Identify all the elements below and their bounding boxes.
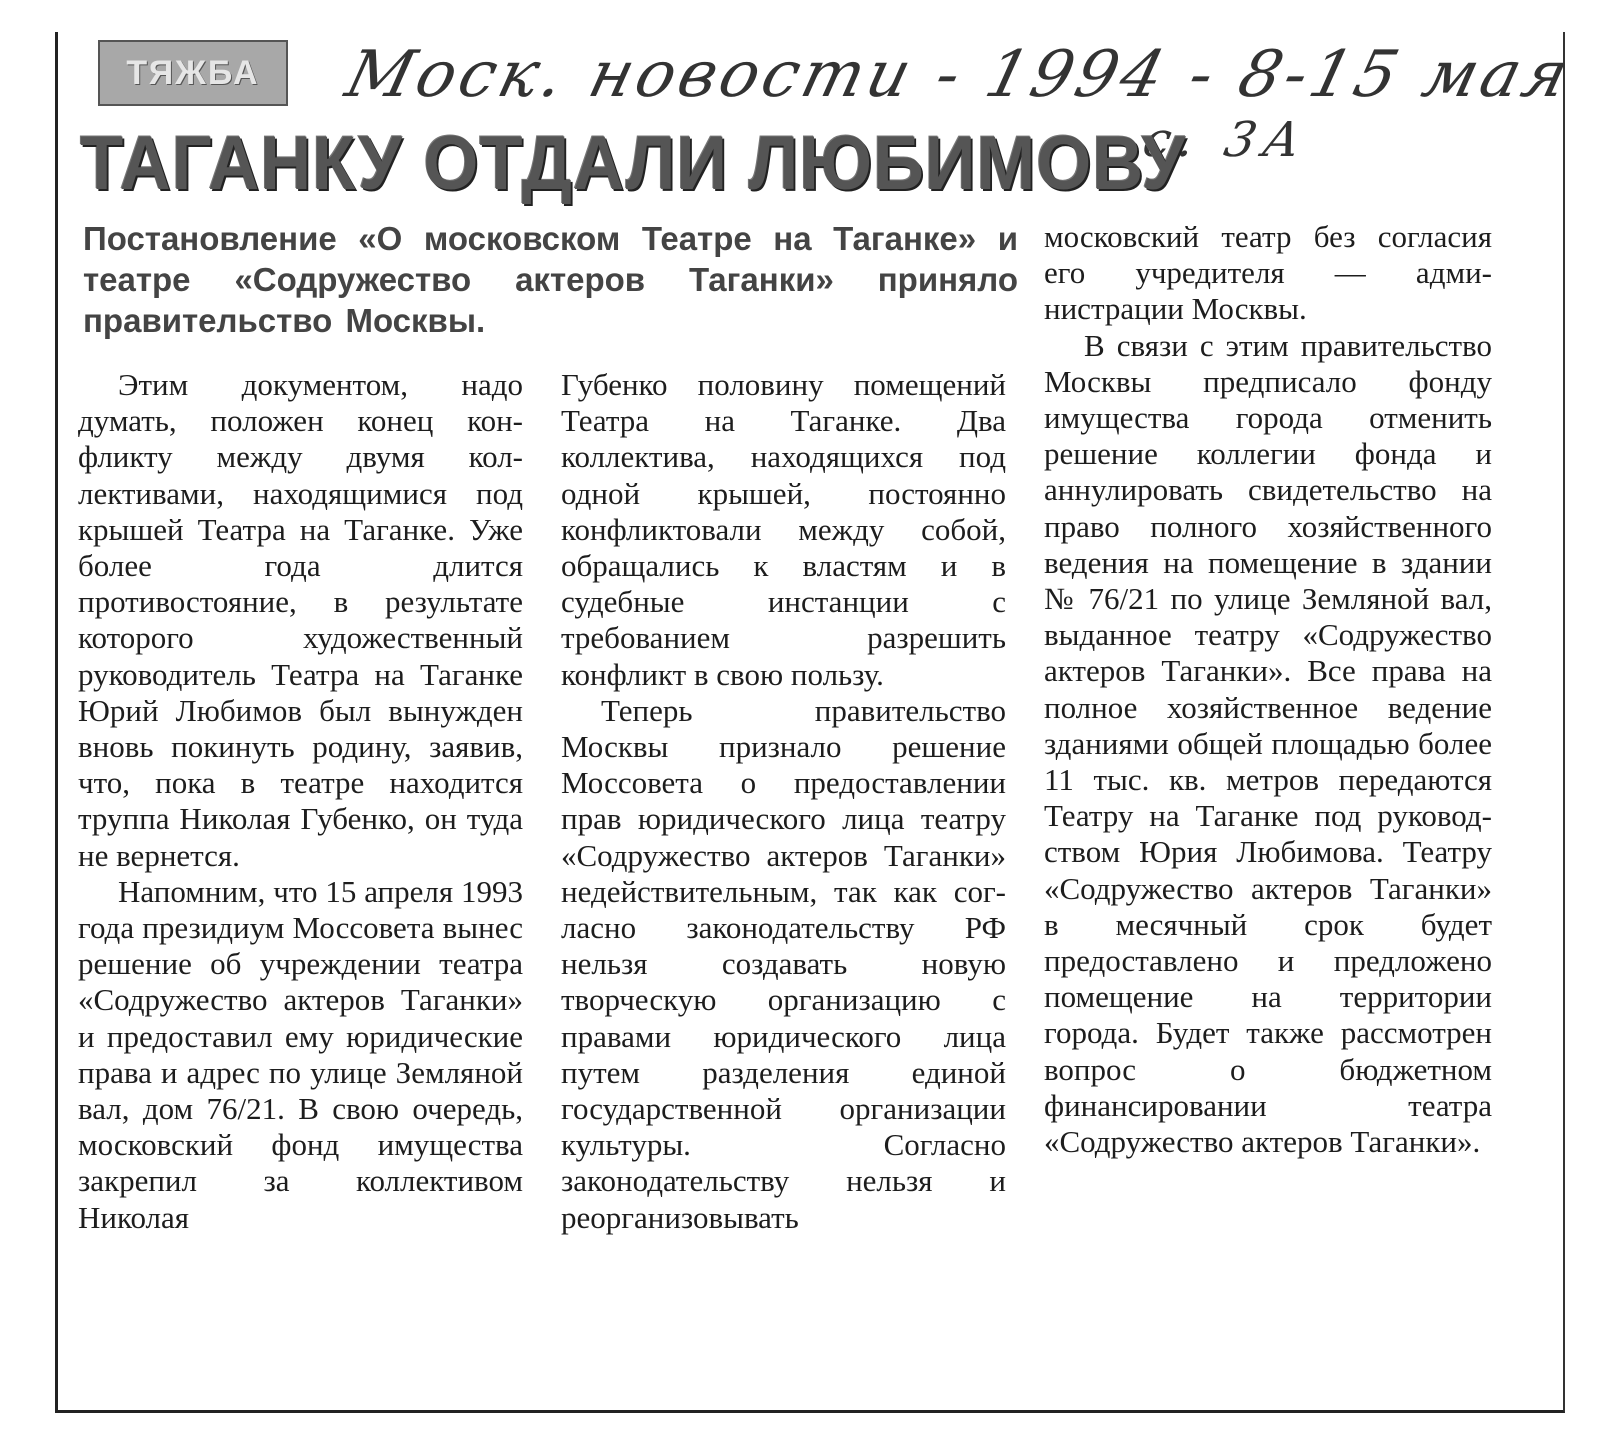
handwritten-page-note: с. 3А bbox=[1138, 112, 1315, 168]
rubric-label bbox=[98, 40, 288, 106]
article-column-1 bbox=[78, 367, 523, 1236]
handwritten-source-note: Моск. новости - 1994 - 8-15 мая bbox=[338, 38, 1580, 112]
column-2-paragraph-2: Теперь правительство Москвы признало решение Моссовета о предоставлении прав юридического лица театру «Содружество актеров Таганки» недействительным, так как согласно законодательству РФ нельзя создавать новую творческую организацию с правами юридического лица путем разделения единой государственной организации культуры. Согласно законодательству нельзя и реорганизовывать bbox=[561, 692, 1006, 1235]
newspaper-clipping bbox=[55, 32, 1580, 1413]
article-headline: ТАГАНКУ ОТДАЛИ ЛЮБИМОВУ bbox=[80, 121, 1187, 206]
rubric-text: ТЯЖБА bbox=[126, 53, 260, 92]
article-lead: Постановление «О московском Театре на Таганке» и театре «Содружество актеров Таганки» приняло правительство Москвы. bbox=[83, 220, 1018, 339]
article-column-3 bbox=[1044, 219, 1492, 1160]
column-2-paragraph-1: Губенко половину помещений Театра на Таганке. Два коллектива, находящихся под одной крышей, постоянно конфликтовали между собой, обращались к властям и в судебные инстанции с требованием разрешить конфликт в свою пользу. bbox=[561, 367, 1006, 692]
column-1-paragraph-2: Напомним, что 15 апреля 1993 года президиум Моссовета вынес решение об учреждении театра «Содружество актеров Таганки» и предоставил ему юридические права и адрес по улице Земляной вал, дом 76/21. В свою очередь, московский фонд имущества закрепил за коллективом Николая bbox=[78, 873, 523, 1235]
column-1-paragraph-1: Этим документом, надо думать, положен конец конфликту между двумя коллективами, находящимися под крышей Театра на Таганке. Уже более года длится противостояние, в результате которого художественный руководитель Театра на Таганке Юрий Любимов был вынужден вновь покинуть родину, заявив, что, пока в театре находится труппа Николая Губенко, он туда не вернется. bbox=[78, 367, 523, 873]
column-3-paragraph-2: В связи с этим правительство Москвы предписало фонду имущества города отменить решение коллегии фонда и аннулировать свидетельство на право полного хозяйственного ведения на помещение в здании № 76/21 по улице Земляной вал, выданное театру «Содружество актеров Таганки». Все права на полное хозяйственное ведение зданиями общей площадью более 11 тыс. кв. метров передаются Театру на Таганке под руководством Юрия Любимова. Театру «Содружество актеров Таганки» в месячный срок будет предоставлено и предложено помещение на территории города. Будет также рассмотрен вопрос о бюджетном финансировании театра «Содружество актеров Таганки». bbox=[1044, 327, 1492, 1160]
column-3-paragraph-1: московский театр без согласия его учредителя — администрации Москвы. bbox=[1044, 219, 1492, 327]
article-column-2 bbox=[561, 367, 1006, 1236]
